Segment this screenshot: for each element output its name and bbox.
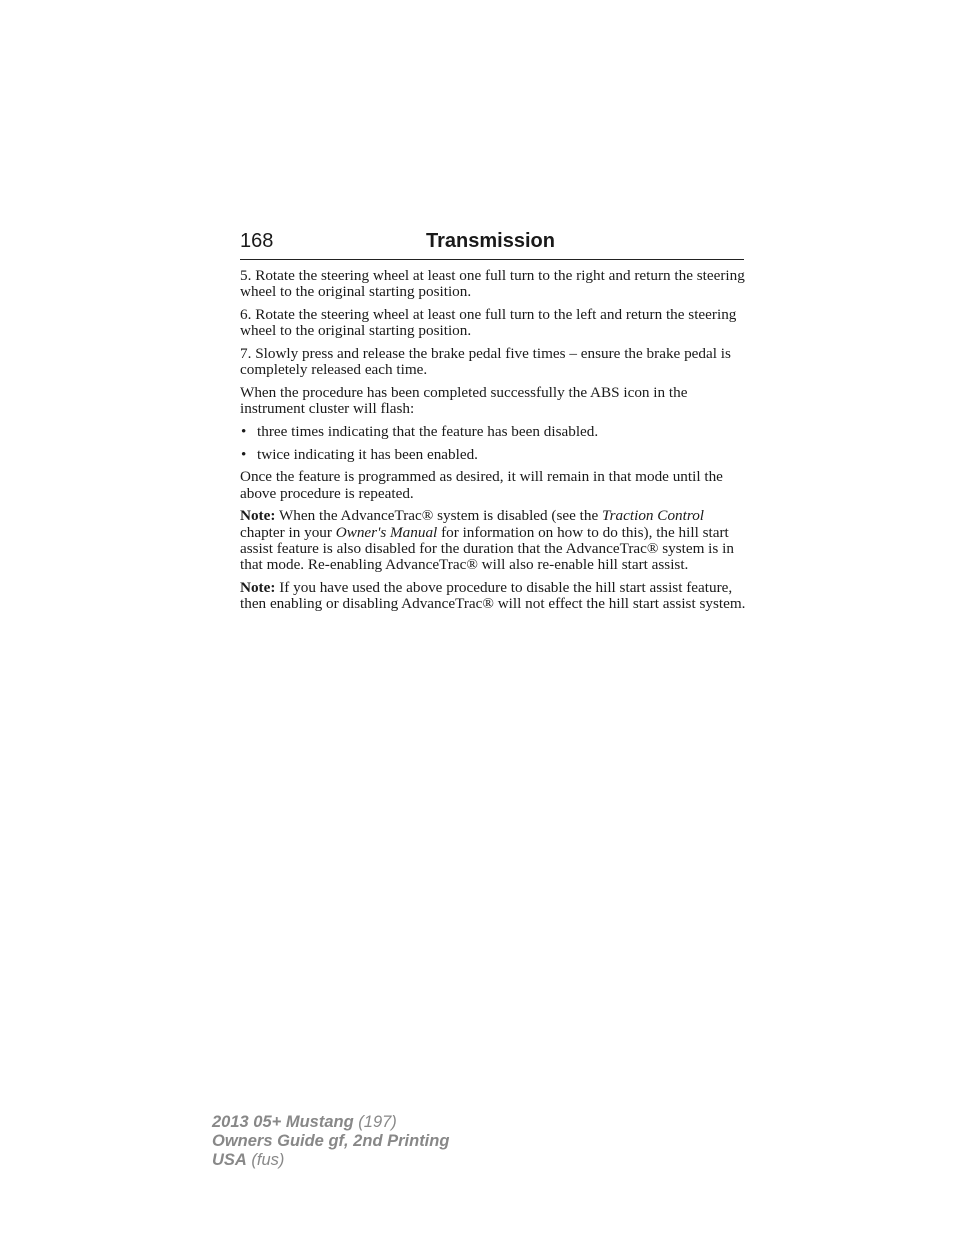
footer-line-market	[212, 1151, 449, 1170]
note-text: When the AdvanceTrac® system is disabled (see the	[275, 507, 603, 525]
page-body	[240, 268, 746, 619]
bullet-icon: •	[241, 445, 247, 463]
owners-manual-reference: Owner's Manual	[335, 523, 438, 541]
step-7-paragraph: 7. Slowly press and release the brake pedal five times – ensure the brake pedal is completely released each time.	[240, 345, 731, 379]
list-item-text: three times indicating that the feature has been disabled.	[257, 423, 599, 440]
note-advancetrac	[240, 508, 746, 574]
page-number: 168	[240, 230, 274, 252]
note-hill-start	[240, 580, 746, 613]
page-footer	[212, 1113, 449, 1170]
footer-line-guide	[212, 1132, 449, 1151]
completion-paragraph: When the procedure has been completed successfully the ABS icon in the instrument cluster will flash:	[240, 384, 688, 418]
list-item	[240, 424, 746, 440]
note-text: chapter in your	[240, 523, 336, 541]
note-label: Note:	[240, 579, 276, 596]
note-text: If you have used the above procedure to disable the hill start assist feature, then enabling or disabling AdvanceTrac® will not effect the hill start assist system.	[240, 579, 746, 613]
list-item	[240, 447, 746, 463]
footer-model-code: (197)	[353, 1113, 397, 1131]
footer-line-model	[212, 1113, 449, 1132]
step-6-paragraph: 6. Rotate the steering wheel at least one full turn to the left and return the steering wheel to the original starting position.	[240, 306, 737, 340]
page-header	[240, 228, 744, 260]
step-5-paragraph: 5. Rotate the steering wheel at least one full turn to the right and return the steering wheel to the original starting position.	[240, 267, 745, 301]
programmed-paragraph: Once the feature is programmed as desired, it will remain in that mode until the above procedure is repeated.	[240, 468, 723, 502]
traction-control-reference: Traction Control	[602, 507, 705, 525]
footer-guide: Owners Guide gf, 2nd Printing	[212, 1132, 450, 1150]
footer-market: USA	[212, 1151, 247, 1169]
chapter-title: Transmission	[426, 230, 555, 252]
list-item-text: twice indicating it has been enabled.	[257, 445, 478, 463]
note-label: Note:	[240, 507, 276, 525]
note-text: for information on how to do this), the hill start assist feature is also disabled for the duration that the AdvanceTrac® system is in that mode. Re-enabling AdvanceTrac® will also re-enable hill start assist.	[240, 523, 734, 574]
bullet-icon: •	[241, 423, 247, 440]
footer-market-code: (fus)	[246, 1151, 285, 1169]
footer-model: 2013 05+ Mustang	[212, 1113, 354, 1131]
